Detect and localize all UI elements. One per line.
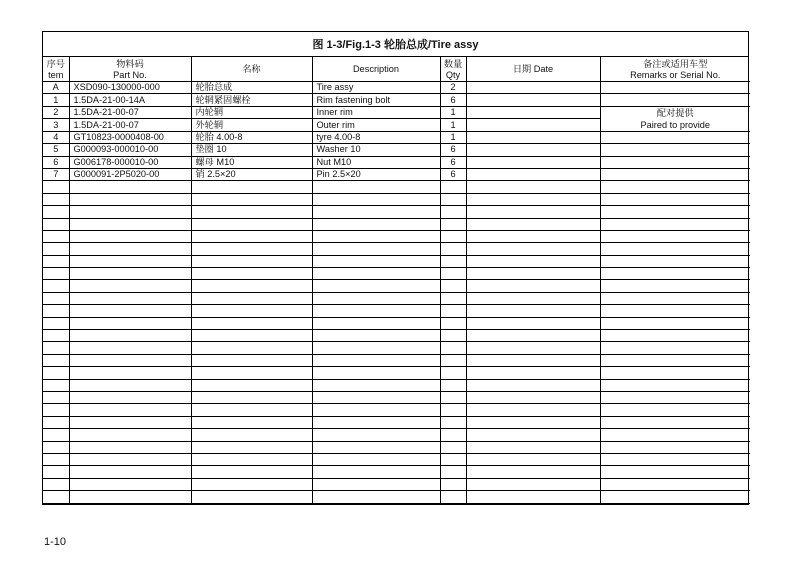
cell-item (43, 317, 69, 329)
cell-item (43, 441, 69, 453)
cell-remarks (600, 342, 750, 354)
cell-part-no: GT10823-0000408-00 (69, 131, 191, 143)
cell-part-no (69, 391, 191, 403)
cell-date (466, 379, 600, 391)
cell-remarks (600, 131, 750, 143)
cell-item (43, 280, 69, 292)
blank-row (43, 441, 750, 453)
cell-date (466, 478, 600, 490)
cell-qty (440, 193, 466, 205)
cell-qty: 6 (440, 94, 466, 106)
cell-description (312, 391, 440, 403)
cell-part-no (69, 453, 191, 465)
cell-description (312, 441, 440, 453)
cell-part-no (69, 305, 191, 317)
cell-description (312, 193, 440, 205)
cell-item (43, 255, 69, 267)
blank-row (43, 243, 750, 255)
cell-description: Rim fastening bolt (312, 94, 440, 106)
table-header-row (43, 57, 750, 82)
cell-name (191, 367, 312, 379)
blank-row (43, 218, 750, 230)
cell-qty (440, 181, 466, 193)
cell-description: Pin 2.5×20 (312, 168, 440, 180)
cell-item (43, 230, 69, 242)
cell-name: 销 2.5×20 (191, 168, 312, 180)
cell-remarks (600, 391, 750, 403)
cell-item (43, 466, 69, 478)
cell-remarks (600, 354, 750, 366)
cell-remarks (600, 453, 750, 465)
cell-name (191, 342, 312, 354)
cell-name (191, 243, 312, 255)
cell-date (466, 82, 600, 94)
cell-description (312, 453, 440, 465)
cell-remarks (600, 292, 750, 304)
cell-qty (440, 441, 466, 453)
cell-item (43, 181, 69, 193)
cell-date (466, 330, 600, 342)
cell-remarks (600, 243, 750, 255)
blank-row (43, 330, 750, 342)
cell-date (466, 243, 600, 255)
cell-qty (440, 379, 466, 391)
cell-date (466, 193, 600, 205)
cell-item: 5 (43, 144, 69, 156)
cell-qty (440, 305, 466, 317)
cell-description (312, 478, 440, 490)
cell-item (43, 243, 69, 255)
table-row (43, 131, 750, 143)
cell-qty (440, 206, 466, 218)
cell-item (43, 416, 69, 428)
cell-item (43, 268, 69, 280)
cell-qty: 1 (440, 106, 466, 119)
cell-item (43, 391, 69, 403)
cell-name (191, 453, 312, 465)
blank-row (43, 416, 750, 428)
cell-name (191, 181, 312, 193)
parts-table (43, 57, 750, 504)
cell-description: Tire assy (312, 82, 440, 94)
header-part-no: 物料码 Part No. (69, 57, 191, 82)
cell-item (43, 193, 69, 205)
cell-item (43, 218, 69, 230)
blank-row (43, 453, 750, 465)
cell-date (466, 218, 600, 230)
cell-description (312, 342, 440, 354)
cell-part-no (69, 404, 191, 416)
cell-item (43, 453, 69, 465)
cell-part-no (69, 243, 191, 255)
cell-part-no (69, 181, 191, 193)
cell-date (466, 367, 600, 379)
cell-qty (440, 367, 466, 379)
blank-row (43, 391, 750, 403)
cell-remarks-merged: 配对提供 Paired to provide (600, 106, 750, 131)
cell-remarks (600, 193, 750, 205)
header-name: 名称 (191, 57, 312, 82)
cell-description (312, 255, 440, 267)
cell-date (466, 441, 600, 453)
cell-name: 轮胎总成 (191, 82, 312, 94)
cell-name: 垫圈 10 (191, 144, 312, 156)
cell-qty (440, 354, 466, 366)
cell-description (312, 491, 440, 503)
cell-date (466, 305, 600, 317)
cell-remarks (600, 82, 750, 94)
cell-date (466, 268, 600, 280)
cell-name (191, 478, 312, 490)
cell-remarks (600, 255, 750, 267)
cell-date (466, 280, 600, 292)
cell-part-no (69, 280, 191, 292)
cell-name (191, 280, 312, 292)
cell-name: 内轮辋 (191, 106, 312, 119)
cell-part-no: 1.5DA-21-00-14A (69, 94, 191, 106)
cell-remarks (600, 317, 750, 329)
cell-part-no (69, 367, 191, 379)
cell-date (466, 144, 600, 156)
cell-remarks (600, 416, 750, 428)
cell-part-no: 1.5DA-21-00-07 (69, 119, 191, 132)
cell-description (312, 305, 440, 317)
cell-qty (440, 330, 466, 342)
cell-remarks (600, 94, 750, 106)
cell-name (191, 330, 312, 342)
cell-part-no (69, 317, 191, 329)
cell-part-no: G000091-2P5020-00 (69, 168, 191, 180)
cell-qty (440, 243, 466, 255)
cell-qty (440, 255, 466, 267)
cell-name (191, 230, 312, 242)
cell-date (466, 354, 600, 366)
cell-part-no: G000093-000010-00 (69, 144, 191, 156)
header-item: 序号 tem (43, 57, 69, 82)
cell-qty (440, 230, 466, 242)
cell-part-no (69, 491, 191, 503)
table-body (43, 82, 750, 504)
cell-qty: 2 (440, 82, 466, 94)
cell-item (43, 478, 69, 490)
cell-description (312, 292, 440, 304)
table-row (43, 106, 750, 119)
cell-description: Washer 10 (312, 144, 440, 156)
cell-item (43, 330, 69, 342)
cell-item (43, 491, 69, 503)
cell-name (191, 416, 312, 428)
cell-description (312, 404, 440, 416)
cell-remarks (600, 181, 750, 193)
cell-date (466, 429, 600, 441)
cell-description (312, 330, 440, 342)
blank-row (43, 379, 750, 391)
cell-name: 轮辋紧固螺栓 (191, 94, 312, 106)
cell-remarks (600, 144, 750, 156)
cell-qty (440, 317, 466, 329)
cell-item (43, 354, 69, 366)
cell-date (466, 466, 600, 478)
blank-row (43, 292, 750, 304)
cell-description (312, 367, 440, 379)
cell-remarks (600, 491, 750, 503)
cell-part-no (69, 268, 191, 280)
header-remarks: 备注或适用车型 Remarks or Serial No. (600, 57, 750, 82)
cell-description (312, 218, 440, 230)
cell-item (43, 292, 69, 304)
cell-part-no (69, 429, 191, 441)
cell-part-no (69, 416, 191, 428)
cell-item (43, 429, 69, 441)
cell-name (191, 354, 312, 366)
cell-remarks (600, 367, 750, 379)
cell-part-no (69, 206, 191, 218)
cell-part-no (69, 292, 191, 304)
cell-item (43, 404, 69, 416)
cell-part-no: G006178-000010-00 (69, 156, 191, 168)
cell-item: 1 (43, 94, 69, 106)
cell-qty: 6 (440, 144, 466, 156)
cell-remarks (600, 466, 750, 478)
cell-date (466, 156, 600, 168)
cell-part-no: XSD090-130000-000 (69, 82, 191, 94)
cell-part-no (69, 230, 191, 242)
cell-date (466, 255, 600, 267)
cell-part-no (69, 478, 191, 490)
cell-remarks (600, 379, 750, 391)
cell-description: Inner rim (312, 106, 440, 119)
cell-item (43, 367, 69, 379)
cell-remarks (600, 429, 750, 441)
cell-date (466, 230, 600, 242)
cell-qty (440, 280, 466, 292)
blank-row (43, 354, 750, 366)
table-row (43, 156, 750, 168)
cell-remarks (600, 330, 750, 342)
cell-remarks (600, 280, 750, 292)
cell-part-no: 1.5DA-21-00-07 (69, 106, 191, 119)
cell-name (191, 317, 312, 329)
cell-item: 4 (43, 131, 69, 143)
blank-row (43, 478, 750, 490)
cell-description (312, 354, 440, 366)
cell-description (312, 268, 440, 280)
cell-item: 2 (43, 106, 69, 119)
cell-description: Nut M10 (312, 156, 440, 168)
cell-date (466, 181, 600, 193)
cell-name (191, 404, 312, 416)
cell-qty (440, 491, 466, 503)
cell-item: 6 (43, 156, 69, 168)
blank-row (43, 317, 750, 329)
cell-item (43, 379, 69, 391)
cell-date (466, 292, 600, 304)
cell-name (191, 292, 312, 304)
blank-row (43, 280, 750, 292)
cell-name (191, 255, 312, 267)
cell-qty (440, 342, 466, 354)
cell-name (191, 193, 312, 205)
cell-date (466, 168, 600, 180)
cell-qty: 6 (440, 156, 466, 168)
blank-row (43, 230, 750, 242)
blank-row (43, 255, 750, 267)
cell-date (466, 491, 600, 503)
cell-description (312, 230, 440, 242)
cell-date (466, 94, 600, 106)
cell-description (312, 243, 440, 255)
blank-row (43, 491, 750, 503)
blank-row (43, 305, 750, 317)
cell-description (312, 280, 440, 292)
cell-name (191, 268, 312, 280)
cell-name (191, 391, 312, 403)
cell-item (43, 342, 69, 354)
cell-qty (440, 466, 466, 478)
cell-name: 外轮辋 (191, 119, 312, 132)
cell-qty (440, 292, 466, 304)
cell-name (191, 206, 312, 218)
cell-name: 轮胎 4.00-8 (191, 131, 312, 143)
header-date: 日期 Date (466, 57, 600, 82)
cell-name (191, 429, 312, 441)
cell-remarks (600, 230, 750, 242)
cell-name: 螺母 M10 (191, 156, 312, 168)
cell-name (191, 379, 312, 391)
blank-row (43, 181, 750, 193)
cell-date (466, 131, 600, 143)
blank-row (43, 404, 750, 416)
cell-qty (440, 429, 466, 441)
cell-description (312, 181, 440, 193)
cell-date (466, 106, 600, 119)
cell-name (191, 218, 312, 230)
page-number: 1-10 (44, 536, 67, 548)
header-description: Description (312, 57, 440, 82)
cell-remarks (600, 168, 750, 180)
cell-part-no (69, 218, 191, 230)
cell-remarks (600, 305, 750, 317)
cell-qty: 6 (440, 168, 466, 180)
cell-name (191, 441, 312, 453)
cell-description (312, 416, 440, 428)
parts-sheet (42, 31, 749, 505)
cell-item (43, 305, 69, 317)
cell-description (312, 317, 440, 329)
cell-date (466, 404, 600, 416)
cell-qty (440, 218, 466, 230)
cell-qty (440, 268, 466, 280)
cell-qty (440, 453, 466, 465)
cell-qty (440, 416, 466, 428)
sheet-title: 图 1-3/Fig.1-3 轮胎总成/Tire assy (43, 32, 748, 57)
cell-name (191, 466, 312, 478)
cell-description: tyre 4.00-8 (312, 131, 440, 143)
blank-row (43, 268, 750, 280)
blank-row (43, 466, 750, 478)
blank-row (43, 206, 750, 218)
cell-description (312, 379, 440, 391)
cell-part-no (69, 255, 191, 267)
cell-remarks (600, 268, 750, 280)
cell-qty (440, 404, 466, 416)
cell-part-no (69, 466, 191, 478)
cell-date (466, 317, 600, 329)
cell-item: 3 (43, 119, 69, 132)
cell-qty (440, 391, 466, 403)
header-qty: 数量 Qty (440, 57, 466, 82)
cell-name (191, 305, 312, 317)
cell-remarks (600, 478, 750, 490)
table-row (43, 168, 750, 180)
cell-description: Outer rim (312, 119, 440, 132)
cell-date (466, 206, 600, 218)
table-row (43, 144, 750, 156)
table-row (43, 94, 750, 106)
cell-date (466, 416, 600, 428)
cell-remarks (600, 441, 750, 453)
cell-date (466, 391, 600, 403)
cell-description (312, 466, 440, 478)
cell-date (466, 453, 600, 465)
blank-row (43, 367, 750, 379)
cell-qty (440, 478, 466, 490)
cell-item: 7 (43, 168, 69, 180)
blank-row (43, 429, 750, 441)
cell-item (43, 206, 69, 218)
cell-name (191, 491, 312, 503)
cell-part-no (69, 193, 191, 205)
cell-part-no (69, 354, 191, 366)
cell-date (466, 342, 600, 354)
cell-description (312, 429, 440, 441)
cell-remarks (600, 206, 750, 218)
cell-part-no (69, 379, 191, 391)
cell-qty: 1 (440, 119, 466, 132)
cell-part-no (69, 342, 191, 354)
cell-remarks (600, 218, 750, 230)
cell-part-no (69, 441, 191, 453)
cell-date (466, 119, 600, 132)
blank-row (43, 342, 750, 354)
cell-item: A (43, 82, 69, 94)
cell-remarks (600, 404, 750, 416)
cell-qty: 1 (440, 131, 466, 143)
blank-row (43, 193, 750, 205)
table-row (43, 82, 750, 94)
cell-description (312, 206, 440, 218)
cell-remarks (600, 156, 750, 168)
cell-part-no (69, 330, 191, 342)
